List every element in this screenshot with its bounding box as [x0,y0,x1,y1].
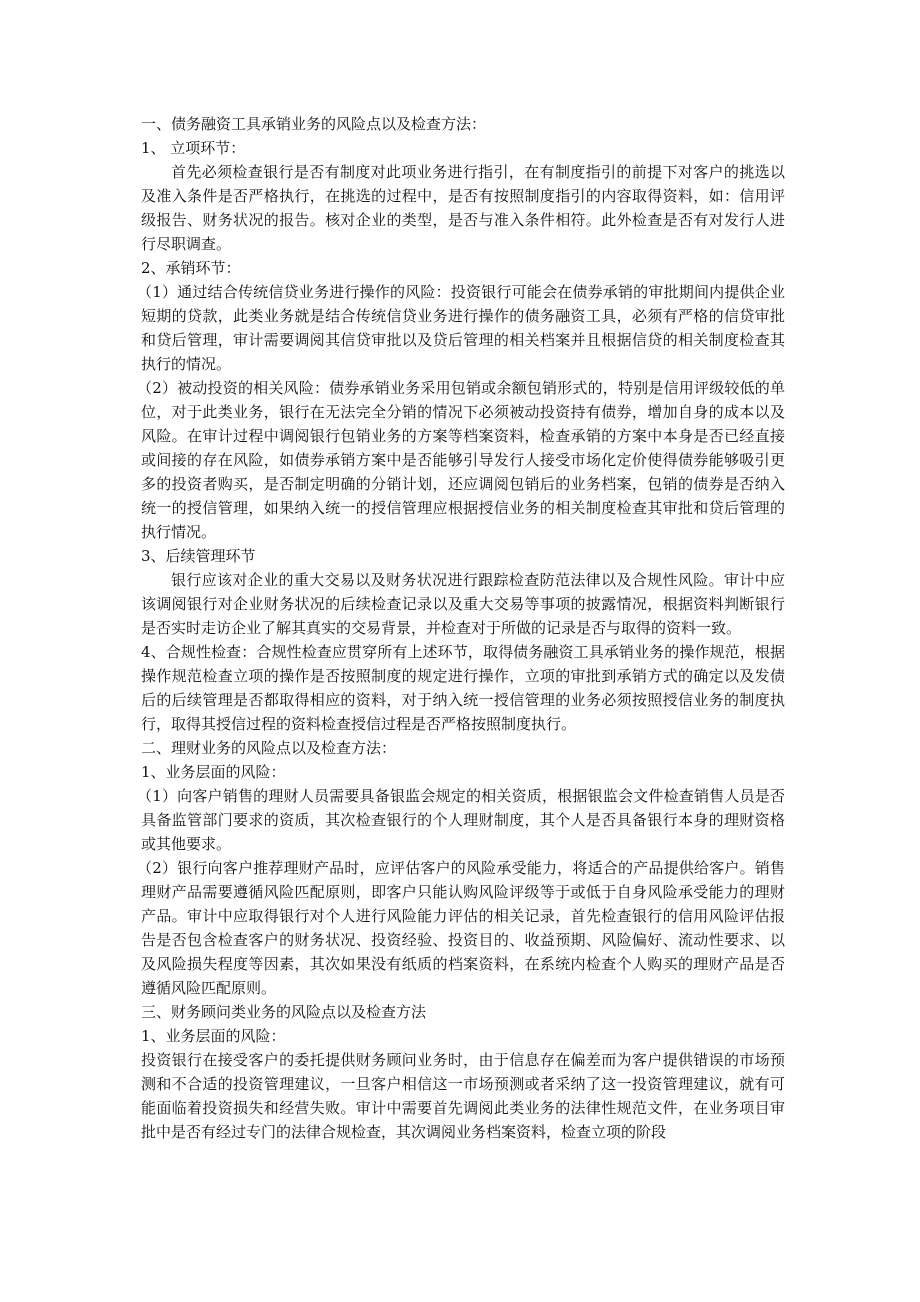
paragraph-advisory: 投资银行在接受客户的委托提供财务顾问业务时，由于信息存在偏差而为客户提供错误的市场预测和不合适的投资管理建议，一旦客户相信这一市场预测或者采纳了这一投资管理建议，就有可能面临着投资损失和经营失败。审计中需要首先调阅此类业务的法律性规范文件，在业务项目审批中是否有经过专门的法律合规检查，其次调阅业务档案资料，检查立项的阶段 [141,1051,785,1141]
document-page [137,112,785,1144]
subsection-heading-advisory-risk: 1、业务层面的风险： [141,1027,286,1045]
section-heading-3: 三、财务顾问类业务的风险点以及检查方法 [141,1003,427,1021]
paragraph-risk-matching: （2）银行向客户推荐理财产品时，应评估客户的风险承受能力，将适合的产品提供给客户。销售理财产品需要遵循风险匹配原则，即客户只能认购风险评级等于或低于自身风险承受能力的理财产品。审计中应取得银行对个人进行风险能力评估的相关记录，首先检查银行的信用风险评估报告是否包含检查客户的财务状况、投资经验、投资目的、收益预期、风险偏好、流动性要求、以及风险损失程度等因素，其次如果没有纸质的档案资料，在系统内检查个人购买的理财产品是否遵循风险匹配原则。 [137,859,785,997]
paragraph-staff-qualification: （1）向客户销售的理财人员需要具备银监会规定的相关资质，根据银监会文件检查销售人员是否具备监管部门要求的资质，其次检查银行的个人理财制度，其个人是否具备银行本身的理财资格或其他要求。 [137,787,785,853]
section-heading-2: 二、理财业务的风险点以及检查方法： [141,739,397,757]
subsection-heading-underwriting: 2、承销环节： [141,259,241,277]
subsection-heading-business-risk: 1、业务层面的风险： [141,763,286,781]
paragraph-credit-risk: （1）通过结合传统信贷业务进行操作的风险：投资银行可能会在债券承销的审批期间内提供企业短期的贷款，此类业务就是结合传统信贷业务进行操作的债务融资工具，必须有严格的信贷审批和贷后管理，审计需要调阅其信贷审批以及贷后管理的相关档案并且根据信贷的相关制度检查其执行的情况。 [137,283,785,373]
paragraph-passive-investment: （2）被动投资的相关风险：债券承销业务采用包销或余额包销形式的，特别是信用评级较低的单位，对于此类业务，银行在无法完全分销的情况下必须被动投资持有债券，增加自身的成本以及风险。在审计过程中调阅银行包销业务的方案等档案资料，检查承销的方案中本身是否已经直接或间接的存在风险，如债券承销方案中是否能够引导发行人接受市场化定价使得债券能够吸引更多的投资者购买，是否制定明确的分销计划，还应调阅包销后的业务档案，包销的债券是否纳入统一的授信管理，如果纳入统一的授信管理应根据授信业务的相关制度检查其审批和贷后管理的执行情况。 [137,379,785,541]
subsection-heading-followup: 3、后续管理环节 [141,547,256,565]
section-heading-1: 一、债务融资工具承销业务的风险点以及检查方法： [141,115,487,133]
paragraph-compliance: 4、合规性检查：合规性检查应贯穿所有上述环节，取得债务融资工具承销业务的操作规范，根据操作规范检查立项的操作是否按照制度的规定进行操作，立项的审批到承销方式的确定以及发债后的后续管理是否都取得相应的资料，对于纳入统一授信管理的业务必须按照授信业务的制度执行，取得其授信过程的资料检查授信过程是否严格按照制度执行。 [141,643,785,733]
paragraph-project: 首先必须检查银行是否有制度对此项业务进行指引，在有制度指引的前提下对客户的挑选以及准入条件是否严格执行，在挑选的过程中，是否有按照制度指引的内容取得资料，如：信用评级报告、财务状况的报告。核对企业的类型，是否与准入条件相符。此外检查是否有对发行人进行尽职调查。 [141,163,785,253]
subsection-heading-project: 1、 立项环节： [141,139,246,157]
paragraph-followup: 银行应该对企业的重大交易以及财务状况进行跟踪检查防范法律以及合规性风险。审计中应该调阅银行对企业财务状况的后续检查记录以及重大交易等事项的披露情况，根据资料判断银行是否实时走访企业了解其真实的交易背景，并检查对于所做的记录是否与取得的资料一致。 [141,571,785,637]
